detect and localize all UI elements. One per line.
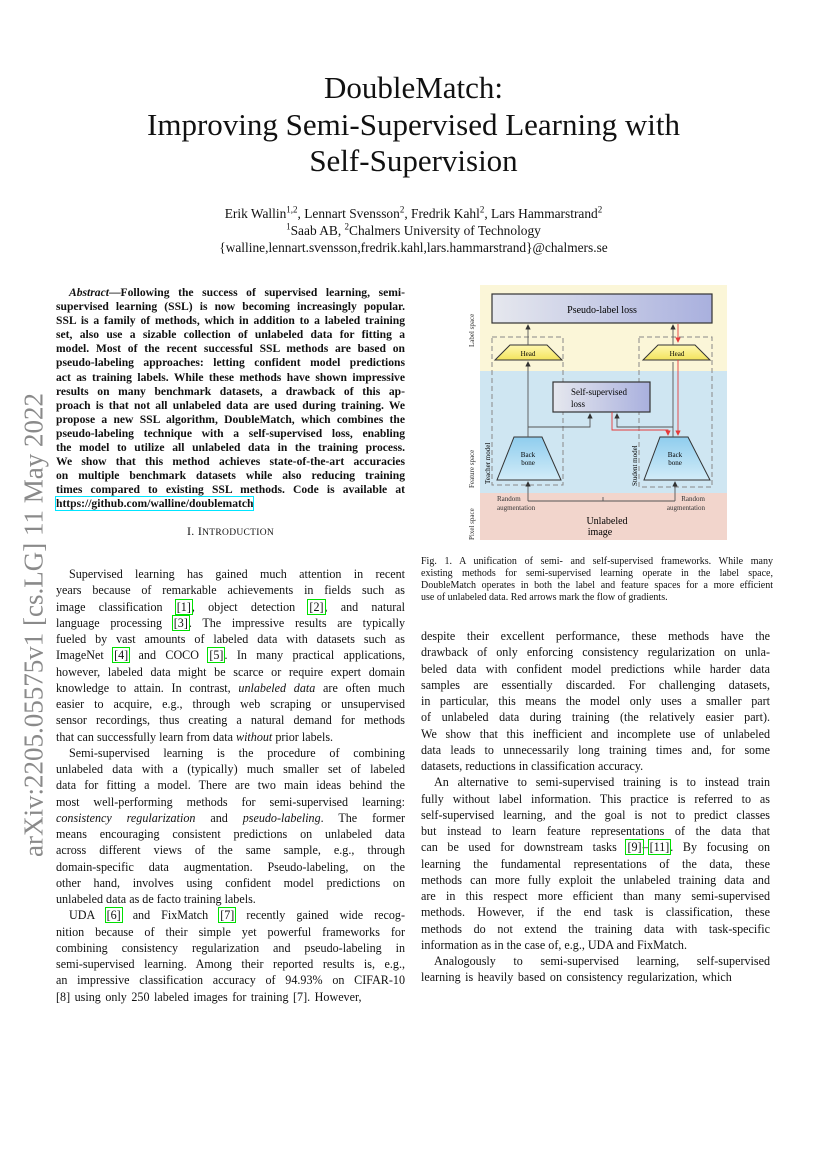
affiliation: Saab AB,	[290, 223, 345, 238]
backbone-label: Back	[520, 451, 536, 459]
text-line: methods. However, if the end task is classification, these	[421, 905, 770, 920]
random-augmentation-left: Random augmentation	[497, 495, 536, 512]
text-line: data leads to unnecessarily long training times and, for some	[421, 742, 770, 757]
text-line: image classification [1], object detection [2], and natural	[56, 599, 406, 614]
text-line: sensor recordings, thus creating a natural demand for methods	[56, 713, 405, 728]
random-augmentation-right: Random augmentation	[666, 495, 705, 512]
text-line: but instead to learn feature representations of the data that	[421, 824, 770, 838]
abstract-line: on multiple benchmark datasets while also reducing training	[56, 469, 405, 483]
teacher-model-label: Teacher model	[484, 442, 492, 484]
text-line: Semi-supervised learning is the procedure of combining	[69, 745, 405, 760]
title-line: Improving Semi-Supervised Learning with	[147, 106, 680, 142]
text-line: easier to acquire, e.g., through web scraping or unsupervised	[56, 697, 405, 711]
head-label: Head	[669, 350, 685, 358]
abstract-line: times compared to existing SSL methods. Code is available at	[56, 483, 405, 497]
backbone-label: bone	[668, 459, 682, 467]
citation-link[interactable]: [9]	[627, 840, 642, 855]
abstract	[56, 286, 405, 512]
text-line: beled data with confident model predictions while harder data	[421, 661, 770, 676]
author-list: Erik Wallin$^{1,2}$, Lennart Svensson$^2$, Fredrik Kahl$^2$, Lars Hammarstrand$^2$	[224, 204, 603, 221]
affiliation-mark: 2	[597, 204, 603, 215]
figure-caption	[421, 556, 773, 604]
abstract-line: We show that this method achieves state-of-the-art accuracies	[56, 455, 405, 469]
citation-link[interactable]: [5]	[209, 648, 224, 663]
abstract-line: pseudo-labeling technique with a self-supervised loss, enabling	[56, 426, 405, 440]
label-space-label: Label space	[468, 313, 476, 347]
author-block	[0, 205, 827, 256]
author-name: Lars Hammarstrand	[491, 206, 598, 221]
text-line: Supervised learning has gained much attention in recent	[69, 567, 405, 581]
abstract-line: proach is that not all unlabeled data are used during training. We	[56, 398, 405, 412]
text-line: in particular, this means the model only uses a smaller part	[421, 694, 770, 708]
student-model-label: Student model	[631, 445, 639, 486]
text-line: are in this respect more efficient than many semi-supervised	[421, 889, 770, 903]
text-line: domain-specific data augmentation. Pseudo-labeling, on the	[56, 859, 405, 874]
text-line: unlabeled data as de facto training labels.	[56, 892, 256, 906]
paragraph	[421, 628, 770, 774]
arxiv-stamp: arXiv:2205.05575v1 [cs.LG] 11 May 2022	[18, 393, 49, 857]
text-line: self-supervised learning, and the goal is not to predict classes	[421, 807, 770, 822]
citation-link[interactable]: [3]	[173, 615, 188, 630]
text-line: despite their excellent performance, these methods have the	[421, 629, 770, 643]
abstract-line	[56, 497, 405, 511]
abstract-line: results on many benchmark datasets, a drawback of this ap-	[56, 384, 405, 398]
text-line: We show that this inefficient and incomplete use of unlabeled	[421, 726, 770, 741]
text-line: language processing [3]. The impressive results are typically	[56, 615, 405, 630]
caption-line: use of unlabeled data. Red arrows mark the flow of gradients.	[421, 592, 668, 604]
self-supervised-loss-text: Self-supervised	[571, 387, 627, 397]
text-line: learning the fundamental representations of the data, these	[421, 856, 770, 871]
text-line: years because of remarkable achievements in fields such as	[56, 583, 405, 598]
affiliation-mark: 2	[344, 221, 350, 232]
text-line: knowledge to attain. In contrast, unlabeled data are often much	[56, 680, 405, 695]
abstract-line: set, also use a sizable collection of unlabeled data for fitting a	[56, 328, 405, 342]
text-line: semi-supervised learning. Among their reported results is, e.g.,	[56, 957, 405, 971]
text-line: other hand, involves using confident model predictions on	[56, 875, 405, 890]
text-line: [8] using only 250 labeled images for training [7]. However,	[56, 989, 362, 1004]
citation-link[interactable]: [7]	[220, 908, 235, 923]
code-link[interactable]: https://github.com/walline/doublematch	[56, 497, 254, 511]
text-line: fully without label information. This practice is referred to as	[421, 791, 770, 806]
paragraph	[421, 953, 770, 986]
abstract-line: supervised learning (SSL) is now becoming increasingly popular.	[56, 300, 405, 314]
paragraph	[56, 745, 405, 908]
text-line: Analogously to semi-supervised learning, self-supervised	[434, 954, 770, 968]
citation-link[interactable]: [6]	[106, 908, 121, 923]
backbone-label: bone	[521, 459, 535, 467]
text-line: of unlabeled data during training (the relatively easier part).	[421, 710, 770, 725]
pseudo-label-loss-text: Pseudo-label loss	[567, 305, 637, 316]
text-line: methods can more fully exploit the unlabeled training data and	[421, 872, 770, 887]
abstract-line: act as training labels. While these methods have shown impressive	[56, 370, 405, 384]
backbone-label: Back	[667, 451, 683, 459]
title-line: DoubleMatch:	[323, 70, 504, 105]
abstract-label: Abstract	[69, 286, 109, 299]
text-line: that can successfully learn from data without prior labels.	[56, 729, 334, 744]
citation-link[interactable]: [11]	[649, 840, 670, 855]
left-column-body	[56, 566, 405, 1005]
text-line: methods do not extend the training data with task-specific	[421, 921, 770, 936]
caption-line: DoubleMatch operates in both the label and feature spaces for a more efficient	[421, 580, 773, 592]
text-line: across different views of the same sample, e.g., through	[56, 843, 405, 858]
text-line: can be used for downstream tasks [9]–[11]. By focusing on	[421, 840, 771, 855]
text-line: most well-performing methods for semi-supervised learning:	[56, 794, 405, 809]
abstract-line: SSL is a family of methods, which in addition to a labeled training	[56, 314, 405, 328]
right-column-body	[421, 628, 770, 986]
affiliations	[0, 222, 827, 239]
text-line: fueled by vast amounts of labeled data with datasets such as	[56, 632, 405, 646]
text-line: data for fitting a model. There are two main ideas behind the	[56, 778, 405, 793]
text-line: nition because of their simple yet powerful frameworks for	[56, 924, 405, 939]
paragraph	[56, 566, 405, 745]
text-line: information as in the case of, e.g., UDA and FixMatch.	[421, 937, 688, 952]
author-name: Erik Wallin	[224, 206, 287, 221]
affiliation-mark: 1,2	[286, 204, 298, 215]
section-heading-introduction	[56, 524, 405, 539]
affiliation-mark: 1	[286, 221, 291, 232]
affiliation: Chalmers University of Technology	[349, 223, 541, 238]
text-line: drawback of only enforcing consistency regularization on unla-	[421, 645, 770, 660]
text-line: datasets, reductions in classification accuracy.	[421, 759, 644, 773]
feature-space-label: Feature space	[468, 449, 476, 488]
citation-link[interactable]: [2]	[309, 599, 324, 614]
abstract-line: propose a new SSL algorithm, DoubleMatch, which combines the	[56, 412, 405, 426]
self-supervised-loss-text: loss	[571, 399, 586, 409]
heading-text: I. INTRODUCTION	[186, 524, 275, 538]
text-line: learning is heavily based on consistency regularization, which	[421, 970, 732, 985]
abstract-line: pseudo-labeling approaches: letting confident model predictions	[56, 356, 405, 370]
head-label: Head	[520, 350, 536, 358]
emails: {walline,lennart.svensson,fredrik.kahl,lars.hammarstrand}@chalmers.se	[219, 240, 608, 255]
author-name: Fredrik Kahl	[411, 206, 480, 221]
abstract-line	[56, 286, 405, 300]
text-line: An alternative to semi-supervised training is to instead train	[434, 775, 770, 790]
text-line: combining consistency regularization and pseudo-labeling in	[56, 940, 405, 955]
text-line: an impressive classification accuracy of 94.93% on CIFAR-10	[56, 973, 405, 988]
paragraph	[421, 774, 770, 953]
unlabeled-image-label: Unlabeled image	[586, 516, 628, 538]
text-line: samples are essentially discarded. For challenging datasets,	[421, 677, 770, 692]
citation-link[interactable]: [1]	[176, 599, 191, 614]
citation-link[interactable]: [4]	[114, 648, 129, 663]
paper-title	[0, 70, 827, 180]
paragraph	[56, 907, 405, 1005]
affiliation-mark: 2	[399, 204, 405, 215]
pixel-space-label: Pixel space	[468, 508, 476, 540]
caption-line: Fig. 1. A unification of semi- and self-supervised frameworks. While many	[421, 556, 773, 567]
text-line: UDA [6] and FixMatch [7] recently gained wide recog-	[69, 908, 406, 923]
title-line: Self-Supervision	[309, 143, 518, 178]
text-line: consistency regularization and pseudo-labeling. The former	[56, 810, 405, 825]
text-line: means encouraging consistent predictions on unlabeled data	[56, 827, 405, 841]
affiliation-mark: 2	[479, 204, 485, 215]
text-line: however, labeled data might be scarce or require expert domain	[56, 664, 405, 679]
text-line: unlabeled data with a (typically) much smaller set of labeled	[56, 762, 405, 776]
figure-1-diagram	[455, 280, 740, 545]
abstract-text: —Following the success of supervised learning, semi-	[108, 286, 405, 299]
author-name: Lennart Svensson	[304, 206, 400, 221]
abstract-line: the model to utilize all unlabeled data in the training process.	[56, 441, 405, 455]
caption-line: existing methods for semi-supervised learning operate in the label space,	[421, 568, 773, 580]
abstract-line: model. Most of the recent successful SSL methods are based on	[56, 342, 405, 356]
text-line: ImageNet [4] and COCO [5]. In many practical applications,	[56, 648, 406, 663]
